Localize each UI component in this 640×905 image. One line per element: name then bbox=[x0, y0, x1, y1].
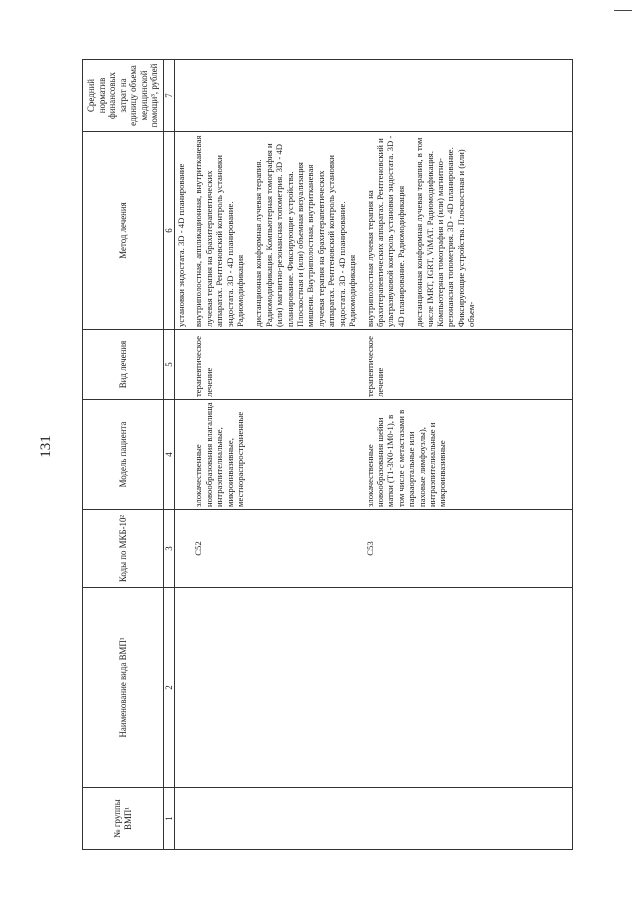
column-number: 4 bbox=[164, 400, 175, 510]
header-treatment-type: Вид лечения bbox=[83, 330, 164, 400]
cell-treatment: терапевтическое лечение bbox=[359, 330, 573, 400]
cell-name bbox=[359, 588, 573, 788]
cell-cost bbox=[192, 60, 358, 132]
column-number: 6 bbox=[164, 132, 175, 330]
method-block: установки эндостата. 3D - 4D планирование bbox=[176, 163, 186, 327]
column-number: 7 bbox=[164, 60, 175, 132]
header-treatment-method: Метод лечения bbox=[83, 132, 164, 330]
column-number: 1 bbox=[164, 788, 175, 850]
cell-name bbox=[192, 588, 358, 788]
method-block: дистанционная конформная лучевая терапия. Радиомодификация. Компьютерная томография и (или) магнитно-резонансная топометрия. 3D - 4D планирование. Фиксирующие устройства. Плоскостная и (или) объемная визуализация мишени. Внутриполостная, внутритканевая лучевая терапия на брахитерапевтических аппаратах. Рентгеновский контроль установки эндостата. 3D - 4D планирование. Радиомодификация bbox=[253, 143, 358, 327]
cell-treatment: терапевтическое лечение bbox=[192, 330, 358, 400]
method-block: внутриполостная лучевая терапия на брахитерапевтических аппаратах. Рентгеновский и ультразвуковой контроль установки эндостата. 3D - 4D планирование. Радиомодификация bbox=[364, 135, 406, 327]
cell-model bbox=[175, 400, 193, 510]
cell-cost bbox=[175, 60, 193, 132]
cell-model: злокачественные новообразования влагалища интраэпителиальные, микроинвазивные, местнораспространенные bbox=[192, 400, 358, 510]
table-row bbox=[359, 60, 573, 850]
header-vmp-name: Наименование вида ВМП¹ bbox=[83, 588, 164, 788]
cell-methods bbox=[192, 132, 358, 330]
header-cost-norm: Средний норматив финансовых затрат на единицу объема медицинской помощи³, рублей bbox=[83, 60, 164, 132]
cell-code: C52 bbox=[192, 510, 358, 588]
cell-group bbox=[192, 788, 358, 850]
cell-methods bbox=[359, 132, 573, 330]
cell-group bbox=[359, 788, 573, 850]
cell-treatment bbox=[175, 330, 193, 400]
method-block: дистанционная конформная лучевая терапия, в том числе IMRT, IGRT, ViMAT. Радиомодификация. Компьютерная томография и (или) магнитно-резонансная топометрия. 3D - 4D планирование. Фиксирующие устройства. Плоскостная и (или) объем- bbox=[414, 137, 477, 327]
column-number: 3 bbox=[164, 510, 175, 588]
cell-group bbox=[175, 788, 193, 850]
scan-edge-mark bbox=[614, 10, 632, 11]
rotated-table-container bbox=[82, 60, 602, 850]
cell-code bbox=[175, 510, 193, 588]
column-number: 2 bbox=[164, 588, 175, 788]
table-row bbox=[192, 60, 358, 850]
cell-model: злокачественные новообразования шейки матки (T1-3N0-1M0-1), в том числе с метастазами в парааортальные или паховые лимфоузлы), интраэпителиальные и микроинвазивные bbox=[359, 400, 573, 510]
cell-name bbox=[175, 588, 193, 788]
cell-code: C53 bbox=[359, 510, 573, 588]
header-icd-codes: Коды по МКБ-10² bbox=[83, 510, 164, 588]
header-patient-model: Модель пациента bbox=[83, 400, 164, 510]
vmp-table bbox=[82, 59, 573, 850]
cell-cost bbox=[359, 60, 573, 132]
method-block: внутриполостная, аппликационная, внутритканевая лучевая терапия на брахитерапевтических аппаратах. Рентгеновский контроль установки эндостата. 3D - 4D планирование. Радиомодификация bbox=[193, 135, 246, 327]
page-number: 131 bbox=[37, 435, 54, 458]
cell-methods bbox=[175, 132, 193, 330]
table-row bbox=[175, 60, 193, 850]
column-number-row bbox=[164, 60, 175, 850]
header-group-number: № группы ВМП¹ bbox=[83, 788, 164, 850]
header-row bbox=[83, 60, 164, 850]
column-number: 5 bbox=[164, 330, 175, 400]
